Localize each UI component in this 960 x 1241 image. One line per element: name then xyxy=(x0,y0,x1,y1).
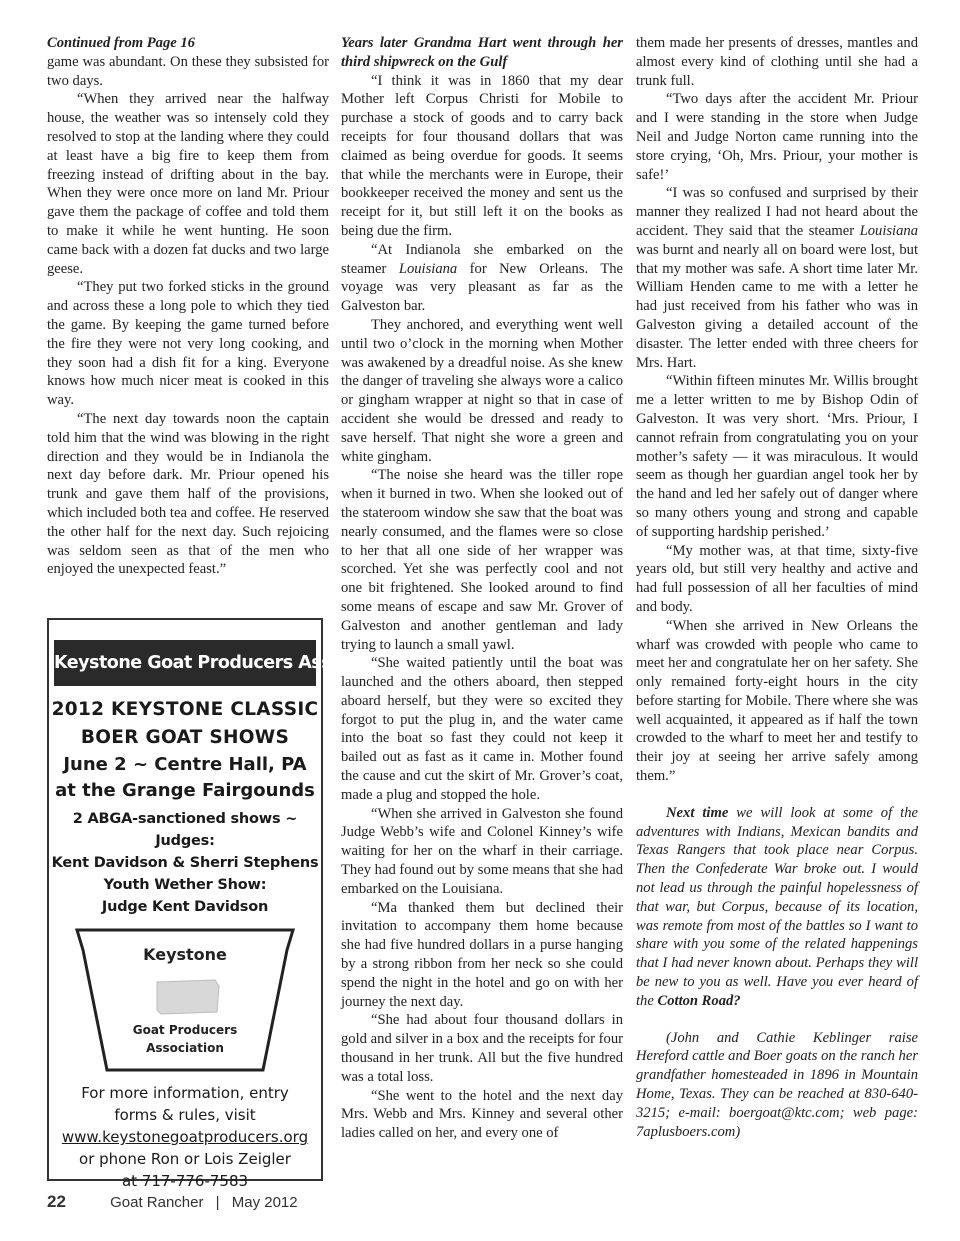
article-column-1 xyxy=(47,34,329,579)
paragraph: them made her presents of dresses, mantles and almost every kind of clothing until she had a trunk full. xyxy=(636,35,918,89)
paragraph: “When she arrived in Galveston she found Judge Webb’s wife and Colonel Kinney’s wife waiting for her on the wharf in their carriage. They had found out by some means that she had embarked on the Louisiana. xyxy=(341,805,623,897)
ship-name: Louisiana xyxy=(398,260,458,277)
page-footer xyxy=(47,1192,298,1212)
paragraph: “Two days after the accident Mr. Priour and I were standing in the store when Judge Neil and Judge Norton came running into the store crying, ‘Oh, Mrs. Priour, your mother is safe!’ xyxy=(636,91,918,183)
ad-line: For more information, entry xyxy=(81,1084,289,1102)
paragraph: “I think it was in 1860 that my dear Mother left Corpus Christi for Mobile to purchase a stock of goods and to carry back receipts for four thousand dollars that was claimed as being overdue for goods. It seems that while the merchants were in Europe, their bookkeeper received the money and sent us the receipt for it, but still left it on the books as being due the firm. xyxy=(341,72,623,239)
article-column-3 xyxy=(636,34,918,1141)
ad-line: at 717-776-7583 xyxy=(121,1172,249,1190)
paragraph: “When she arrived in New Orleans the wharf was crowded with people who came to meet her and congratulate her on her safety. She only remained forty-eight hours in the city before starting for Mobile. There where she was well acquainted, it appeared as if half the town crowded to the wharf to meet her and testify to their joy at seeing her arrive safely among them.” xyxy=(636,617,918,785)
issue-date: May 2012 xyxy=(231,1194,298,1211)
ad-line: BOER GOAT SHOWS xyxy=(80,727,290,748)
section-heading: Years later Grandma Hart went through her third shipwreck on the Gulf xyxy=(341,35,623,70)
ad-line: Judge Kent Davidson xyxy=(101,899,269,915)
ad-line: Kent Davidson & Sherri Stephens xyxy=(51,855,319,871)
paragraph: “The next day towards noon the captain told him that the wind was blowing in the right direction and they would be in Indianola the next day before dark. Mr. Priour opened his trunk and gave them half of the provisions, which included both tea and coffee. He reserved the other half for the next day. Such rejoicing was seldom seen as that of the men who enjoyed the unexpected feast.” xyxy=(47,410,329,578)
paragraph: “Ma thanked them but declined their invitation to accompany them home because she had five hundred dollars in a purse hanging by a strong ribbon from her neck so she could spend the night in the hotel and go on with her journey the next day. xyxy=(341,899,623,1010)
ad-judges-block xyxy=(49,808,321,918)
paragraph: “Within fifteen minutes Mr. Willis brought me a letter written to me by Bishop Odin of Galveston. It was very short. ‘Mrs. Priour, I cannot refrain from congratulating you on your mother’s safety — it was miraculous. It would seem as though her guardian angel took her by the hand and led her safely out of danger where so many others young and strong and capable of supporting hardship perished.’ xyxy=(636,373,918,540)
paragraph: “She went to the hotel and the next day Mrs. Webb and Mrs. Kinney and several other ladies called on her, and every one of xyxy=(341,1087,623,1142)
paragraph: “At Indianola she embarked on the steamer Louisiana for New Orleans. The voyage was very pleasant as far as the Galveston bar. xyxy=(341,241,624,315)
paragraph: “I was so confused and surprised by their manner they realized I had not heard about the accident. They said that the steamer Louisiana was burnt and nearly all on board were lost, but that my mother was safe. A short time later Mr. William Henden came to me with a letter he had just received from his father who was in Galveston giving a detailed account of the disaster. The letter ended with three cheers for Mrs. Hart. xyxy=(636,185,918,371)
ad-banner: Keystone Goat Producers Association xyxy=(54,640,316,686)
paragraph: “When they arrived near the halfway house, the weather was so intensely cold they resolved to stop at the landing where they could at least have a big fire to keep them from freezing instead of drifting about in the bay. When they were once more on land Mr. Priour gave them the package of coffee and told them to make it while he went hunting. He soon came back with a dozen fat ducks and two large geese. xyxy=(47,91,329,277)
ad-title-block xyxy=(49,696,321,804)
paragraph: game was abundant. On these they subsisted for two days. xyxy=(47,53,329,89)
keystone-ad xyxy=(47,618,407,1190)
pennsylvania-map-icon xyxy=(157,980,219,1014)
ad-line: June 2 ~ Centre Hall, PA xyxy=(63,754,307,775)
paragraph: “She waited patiently until the boat was launched and the others aboard, then stepped aboard herself, but they were so excited they forgot to put the plug in, and the water came into the boat so fast they could not keep it bailed out as fast as it came in. Mother found the cause and cut the skirt of Mr. Grover’s coat, made a plug and stopped the hole. xyxy=(341,655,623,803)
ad-website-link[interactable]: www.keystonegoatproducers.org xyxy=(61,1128,309,1146)
logo-bottom-text: Association xyxy=(146,1041,224,1055)
continued-label: Continued from Page 16 xyxy=(47,35,195,51)
ad-line: or phone Ron or Lois Zeigler xyxy=(79,1150,291,1168)
article-column-2 xyxy=(341,34,623,1143)
ad-line: Youth Wether Show: xyxy=(103,877,267,893)
ship-name: Louisiana xyxy=(859,222,918,239)
paragraph: “The noise she heard was the tiller rope when it burned in two. When she looked out of the stateroom window she saw that the boat was nearly consumed, and the flames were so close to her that all one side of her wrapper was scorched. Yet she was perfectly cool and not one bit frightened. She looked around to find some means of escape and saw Mr. Grover of Galveston and another gentleman and lady trying to launch a small yawl. xyxy=(341,467,623,653)
logo-bottom-text: Goat Producers xyxy=(132,1023,238,1037)
ad-line: at the Grange Fairgounds xyxy=(55,780,315,801)
paragraph: They anchored, and everything went well until two o’clock in the morning when Mother was awakened by a dreadful noise. As she knew the danger of traveling she always wore a calico or gingham wrapper at night so that in case of accident she would be dressed and ready to save herself. That night she wore a green and white gingham. xyxy=(341,316,623,465)
footer-separator: | xyxy=(215,1194,220,1211)
magazine-name: Goat Rancher xyxy=(110,1194,204,1211)
ad-line: forms & rules, visit xyxy=(114,1106,256,1124)
logo-top-text: Keystone xyxy=(143,945,227,964)
author-bio: (John and Cathie Keblinger raise Hereford cattle and Boer goats on the ranch her grandfather homesteaded in 1896 in Mountain Home, Texas. They can be reached at 830-640-3215; e-mail: boergoat@ktc.com; web page: 7aplusboers.com) xyxy=(636,1029,918,1140)
keystone-logo-icon xyxy=(69,926,301,1076)
page-number: 22 xyxy=(47,1192,66,1211)
paragraph: “They put two forked sticks in the ground and across these a long pole to which they tied the game. By keeping the game turned before the fire they were not very long cooking, and they soon had a dish fit for a king. Everyone knows how much nicer meat is cooked in this way. xyxy=(47,279,329,409)
paragraph: “My mother was, at that time, sixty-five years old, but still very healthy and active and had full possession of all her faculties of mind and body. xyxy=(636,542,918,615)
ad-line: 2 ABGA-sanctioned shows ~ Judges: xyxy=(72,811,298,849)
next-time-paragraph: Next time we will look at some of the adventures with Indians, Mexican bandits and Texas Rangers that took place near Corpus. Then the Confederate War broke out. I would not lead us through the painful hopelessness of that war, but Corpus, because of its location, was remote from most of the battles so I want to share with you some of the related happenings that I had never known about. Perhaps they will be new to you as well. Have you ever heard of the Cotton Road? xyxy=(636,804,918,1009)
paragraph: “She had about four thousand dollars in gold and silver in a box and the receipts for four thousand in her trunk. All but the five hundred was a total loss. xyxy=(341,1012,623,1085)
ad-contact-block xyxy=(49,1082,321,1192)
ad-line: 2012 KEYSTONE CLASSIC xyxy=(51,699,319,720)
